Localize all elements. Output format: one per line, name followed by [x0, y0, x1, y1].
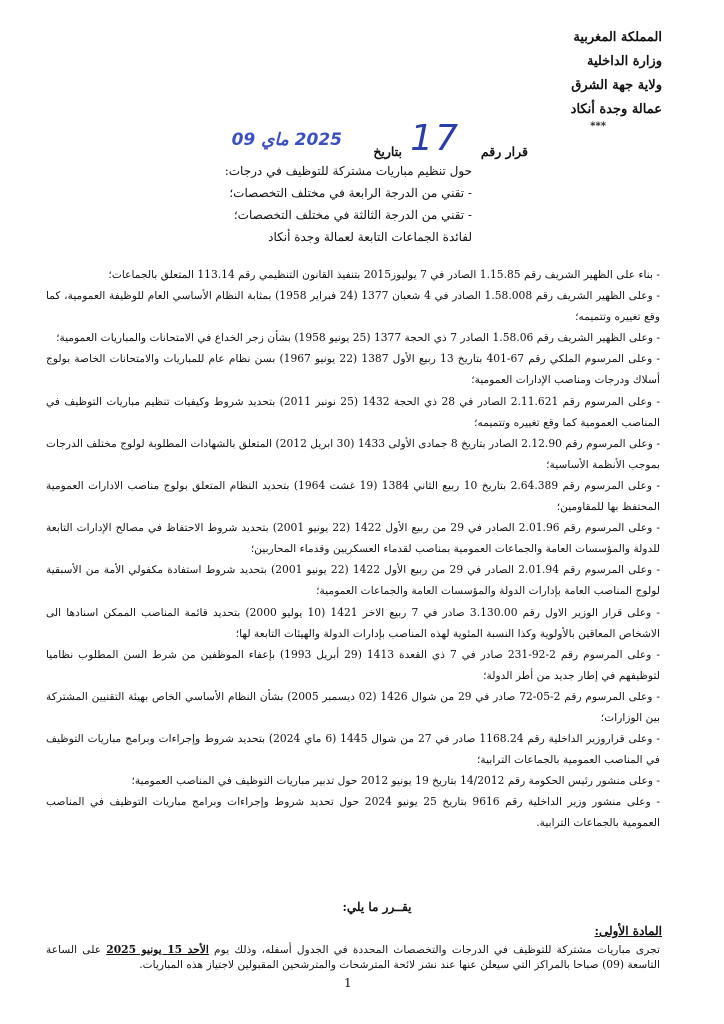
legal-reference-item: - وعلى المرسوم رقم 2.01.94 الصادر في 29 من ربيع الأول 1422 (22 يونيو 2001) بتحديد شروط استفادة مكفولي الأمة من الأسبقية لولوج المناصب العامة بإدارات الدولة والمؤسسات العامة والجماعات العمومية؛ — [46, 563, 660, 598]
legal-reference-item: - وعلى الظهير الشريف رقم 1.58.06 الصادر 7 ذي الحجة 1377 (25 يونيو 1958) بشأن زجر الخداع في الامتحانات والمباريات العمومية؛ — [56, 331, 660, 345]
legal-reference-item: - وعلى المرسوم رقم 2.11.621 الصادر في 28 ذي الحجة 1432 (25 نونبر 2011) بتحديد شروط وكيفيات تنظيم مباريات التوظيف في المناصب العمومية كما وقع تغييره وتتميمه؛ — [46, 394, 660, 429]
legal-reference-item: - وعلى منشور رئيس الحكومة رقم 14/2012 بتاريخ 19 يونيو 2012 حول تدبير مباريات التوظيف في المناصب العمومية؛ — [131, 774, 660, 788]
kingdom-name: المملكة المغربية — [573, 30, 662, 45]
article-1-body — [46, 942, 660, 972]
legal-reference-item: - وعلى قراروزير الداخلية رقم 1168.24 صادر في 27 من شوال 1445 (6 ماي 2024) بتحديد شروط وإجراءات وبرامج مباريات التوظيف في المناصب العمومية بالجماعات الترابية؛ — [46, 732, 660, 767]
prefecture-name: عمالة وجدة أنكاد — [570, 102, 662, 117]
subject-line: لفائدة الجماعات التابعة لعمالة وجدة أنكاد — [268, 230, 472, 244]
legal-reference-item: - وعلى المرسوم الملكي رقم 67-401 بتاريخ 13 ربيع الأول 1387 (22 يونيو 1967) بسن نظام عام للمباريات والامتحانات الخاصة بولوج أسلاك ودرجات ومناصب الإدارات العمومية؛ — [46, 352, 661, 387]
legal-reference-item: - وعلى المرسوم رقم 2.64.389 بتاريخ 10 ربيع الثاني 1384 (19 غشت 1964) بتحديد النظام المتعلق بولوج مناصب الادارات العمومية المحتفظ بها للمقاومين؛ — [46, 478, 660, 514]
region-name: ولاية جهة الشرق — [571, 78, 662, 93]
subject-line: - تقني من الدرجة الثالثة في مختلف التخصصات؛ — [233, 208, 472, 222]
decides-heading: يقــرر ما يلي: — [342, 900, 412, 914]
legal-references — [46, 264, 660, 834]
decision-date-stamp: 2025 ماي 09 — [231, 130, 342, 150]
legal-reference-item: - بناء على الظهير الشريف رقم 1.15.85 الصادر في 7 يوليوز2015 بتنفيذ القانون التنظيمي رقم 113.14 المتعلق بالجماعات؛ — [108, 268, 660, 281]
legal-reference-item: - وعلى المرسوم رقم 2-05-72 صادر في 29 من شوال 1426 (02 ديسمبر 2005) بشأن النظام الأساسي الخاص بهيئة التقنيين المشتركة بين الوزارات؛ — [46, 689, 660, 724]
subject-line: - تقني من الدرجة الرابعة في مختلف التخصصات؛ — [229, 186, 472, 200]
decision-number-label: قرار رقم — [480, 144, 528, 159]
legal-reference-item: - وعلى قرار الوزير الاول رقم 3.130.00 صادر في 7 ربيع الاخر 1421 (10 يوليو 2000) بتحديد قائمة المناصب الممكن اسنادها الى الاشخاص المعاقين بالأولوية وكذا النسبة المئوية لهذه المناصب بإدارات الدولة والهيئات التابعة لها؛ — [46, 605, 660, 640]
decision-subject — [172, 160, 472, 248]
legal-reference-item: - وعلى المرسوم رقم 2.01.96 الصادر في 29 من ربيع الأول 1422 (22 يونيو 2001) بتحديد شروط الاحتفاظ في مصالح الإدارات التابعة للدولة والمؤسسات العامة والجماعات العمومية بمناصب لقدماء العسكريين وقدماء المحاربين؛ — [46, 521, 660, 556]
article-1-exam-date: الأحد 15 يونيو 2025 — [106, 943, 209, 956]
article-1-text-before: تجرى مباريات مشتركة للتوظيف في الدرجات والتخصصات المحددة في الجدول أسفله، وذلك يوم — [208, 943, 660, 956]
legal-reference-item: - وعلى الظهير الشريف رقم 1.58.008 الصادر في 4 شعبان 1377 (24 فبراير 1958) بمثابة النظام الأساسي العام للوظيفة العمومية، كما وقع تغييره وتتميمه؛ — [46, 289, 660, 324]
legal-reference-item: - وعلى منشور وزير الداخلية رقم 9616 بتاريخ 25 يونيو 2024 حول تحديد شروط وإجراءات وبرامج مباريات التوظيف في المناصب العمومية بالجماعات الترابية. — [46, 795, 660, 830]
legal-reference-item: - وعلى المرسوم رقم 2-92-231 صادر في 7 ذي القعدة 1413 (29 أبريل 1993) بإعفاء الموظفين من شرط السن المطلوب نظاميا لتوظيفهم في إطار جديد من أطر الدولة؛ — [46, 647, 660, 682]
letterhead — [462, 26, 662, 132]
page-number: 1 — [344, 976, 352, 990]
decision-date-label: بتاريخ — [373, 144, 402, 159]
ministry-name: وزارة الداخلية — [586, 54, 662, 69]
article-1-text-after: على الساعة التاسعة (09) صباحا بالمراكز التي سيعلن عنها عند نشر لائحة المترشحات والمترشحين المقبولين لاجتياز هذه المباريات. — [46, 943, 660, 971]
legal-reference-item: - وعلى المرسوم رقم 2.12.90 الصادر بتاريخ 8 جمادى الأولى 1433 (30 ابريل 2012) المتعلق بالشهادات المطلوبة لولوج مختلف الدرجات بموجب الأنظمة الأساسية؛ — [46, 436, 660, 471]
article-1-title: المادة الأولى: — [594, 924, 662, 938]
decision-number-handwritten: 17 — [410, 118, 460, 159]
subject-line: حول تنظيم مباريات مشتركة للتوظيف في درجات: — [224, 164, 472, 178]
header-stars: *** — [590, 121, 606, 132]
